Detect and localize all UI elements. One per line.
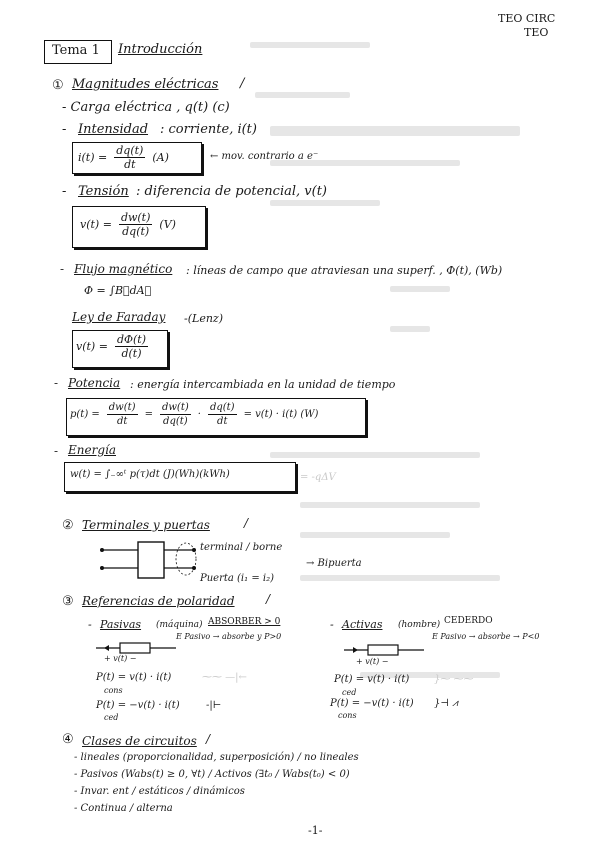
intensidad-rest: : corriente, i(t) (160, 122, 257, 137)
s4-number: ④ (62, 732, 74, 747)
formula-i (78, 144, 169, 171)
energia-term: Energía (68, 443, 116, 457)
e-aside: = -qΔV (300, 472, 336, 483)
carga-line: - Carga eléctrica , q(t) (c) (62, 100, 230, 115)
v-den: dq(t) (122, 225, 150, 238)
pcons-sub: cons (104, 686, 123, 695)
flujo-term: Flujo magnético (74, 262, 173, 276)
pcons-r-mark: }⊣ ⩘ (434, 698, 458, 709)
activas-dash: - (330, 618, 334, 631)
pasivas-note: ABSORBER > 0 (208, 617, 281, 627)
s4-line-1: - lineales (proporcionalidad, superposición) / no lineales (74, 752, 359, 763)
activas-element (368, 645, 398, 655)
i-unit: (A) (152, 151, 169, 164)
pcons-formula: P(t) = v(t) · i(t) (96, 672, 172, 683)
header-sub: TEO (524, 26, 549, 39)
page-number: -1- (308, 824, 323, 837)
pced-sub: ced (104, 713, 119, 722)
i-num: dq(t) (116, 144, 144, 157)
p-num2: dw(t) (161, 402, 189, 413)
v-unit: (V) (159, 218, 176, 231)
formula-far (76, 333, 151, 360)
flujo-rest: : líneas de campo que atraviesan una superf. , Φ(t), (Wb) (186, 264, 503, 277)
faraday-term: Ley de Faraday (72, 310, 166, 324)
pced-formula: P(t) = −v(t) · i(t) (96, 700, 180, 711)
pasivas-term: Pasivas (100, 618, 142, 631)
tema-label: Tema 1 (52, 43, 100, 58)
far-den: d(t) (121, 347, 142, 360)
puerta-label: Puerta (i₁ = i₂) (200, 573, 274, 584)
current-arrow-icon (353, 647, 358, 653)
puerta-ellipse (176, 543, 196, 575)
p-num3: dq(t) (209, 402, 235, 413)
i-den: dt (124, 158, 136, 171)
faraday-rest: -(Lenz) (184, 312, 223, 325)
tension-term: Tensión (78, 184, 129, 199)
biport-box (138, 542, 164, 578)
tension-rest: : diferencia de potencial, v(t) (136, 184, 328, 199)
i-note: ← mov. contrario a e⁻ (210, 151, 319, 162)
s4-line-4: - Continua / alterna (74, 803, 173, 814)
intensidad-term: Intensidad (78, 122, 149, 137)
terminal-dot (100, 566, 104, 570)
terminal-label: terminal / borne (200, 542, 283, 553)
s3-title-end: / (266, 592, 271, 606)
far-lhs: v(t) = (76, 340, 108, 353)
pcons-r-formula: P(t) = −v(t) · i(t) (330, 698, 414, 709)
i-lhs: i(t) = (78, 151, 108, 164)
phi-formula: Φ = ∫B⃗dA⃗ (84, 284, 152, 297)
s2-title: Terminales y puertas (82, 518, 210, 532)
p-den2: dq(t) (163, 416, 188, 427)
s1-title-end: / (240, 76, 245, 91)
v-lhs: v(t) = (80, 218, 112, 231)
pasivas-paren: (máquina) (156, 620, 203, 630)
bipuerta-label: → Bipuerta (306, 558, 362, 569)
s2-number: ② (62, 518, 74, 533)
activas-term: Activas (342, 618, 383, 631)
pasivas-resistor (96, 638, 186, 668)
terminal-dot (100, 548, 104, 552)
pced-mark: -|⊢ (206, 700, 222, 711)
v-num: dw(t) (120, 211, 151, 224)
tension-dash: - (62, 184, 67, 199)
s3-title: Referencias de polaridad (82, 594, 235, 608)
pasivas-element (120, 643, 150, 653)
pced-r-sub: ced (342, 688, 357, 697)
potencia-rest: : energía intercambiada en la unidad de tiempo (130, 378, 396, 391)
pcons-r-sub: cons (338, 711, 357, 720)
s4-title: Clases de circuitos (82, 734, 197, 748)
potencia-dash: - (54, 376, 59, 390)
activas-v-label: + v(t) − (356, 657, 389, 666)
p-num1: dw(t) (108, 402, 136, 413)
header-course: TEO CIRC (498, 12, 556, 25)
s3-number: ③ (62, 594, 74, 609)
p-lhs: p(t) = (70, 409, 100, 420)
pcons-scribble: ⁓⁓ —|← (202, 672, 247, 683)
activas-sub: E Pasivo → absorbe → P<0 (432, 632, 540, 641)
p-den1: dt (116, 416, 128, 427)
s4-line-2: - Pasivos (Wabs(t) ≥ 0, ∀t) / Activos (∃t₀ / Wabs(t₀) < 0) (74, 769, 350, 780)
pasivas-v-label: + v(t) − (104, 654, 137, 663)
formula-e: w(t) = ∫₋∞ᵗ p(τ)dt (J)(Wh)(kWh) (70, 469, 230, 480)
formula-v (80, 211, 176, 238)
activas-paren: (hombre) (398, 620, 441, 630)
s2-title-end: / (244, 516, 249, 530)
s4-title-end: / (206, 732, 211, 746)
energia-dash: - (54, 444, 59, 458)
s1-number: ① (52, 78, 64, 93)
potencia-term: Potencia (68, 376, 121, 390)
p-den3: dt (217, 416, 228, 427)
tema-title: Introducción (118, 42, 203, 57)
s4-line-3: - Invar. ent / estáticos / dinámicos (74, 786, 245, 797)
formula-p: p(t) = $\frac{dw(t)}{dt}$ = $\frac{dw(t)}{dq(t)}$ · $\frac{dq(t)}{dt}$ = v(t) · i(t) (W) (70, 402, 319, 427)
pced-r-scribble: }⁓ ⁓⁓ (434, 674, 474, 685)
p-rhs: = v(t) · i(t) (W) (243, 409, 319, 420)
s1-title: Magnitudes eléctricas (72, 77, 219, 92)
intensidad-dash: - (62, 122, 67, 137)
pasivas-sub: E Pasivo → absorbe y P>0 (176, 632, 282, 641)
current-arrow-icon (104, 645, 109, 651)
far-num: dΦ(t) (116, 333, 147, 346)
activas-note: CEDERDO (444, 616, 493, 626)
flujo-dash: - (60, 262, 65, 276)
pasivas-dash: - (88, 618, 92, 631)
pced-r-formula: P(t) = v(t) · i(t) (334, 674, 410, 685)
